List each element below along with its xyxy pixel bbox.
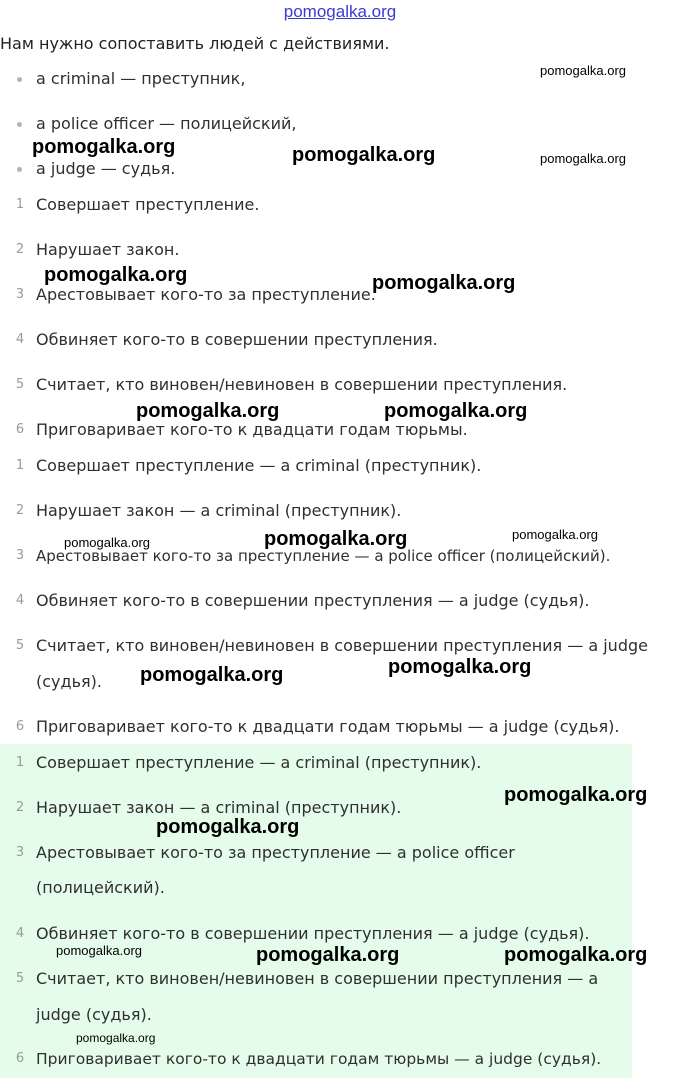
site-link[interactable]: pomogalka.org	[283, 2, 397, 21]
list-item: 2 Нарушает закон — a criminal (преступник).	[0, 498, 680, 524]
list-item: 4 Обвиняет кого-то в совершении преступления — a judge (судья).	[0, 588, 680, 614]
watermark-text: pomogalka.org	[540, 151, 626, 166]
item-number: 1	[15, 458, 25, 473]
list-item: 1 Совершает преступление — a criminal (преступник).	[0, 750, 680, 776]
item-number: 3	[15, 287, 25, 302]
watermark-text: pomogalka.org	[384, 400, 528, 422]
watermark-text: pomogalka.org	[32, 136, 176, 158]
list-item: 5 Считает, кто виновен/невиновен в совершении преступления — a	[0, 966, 680, 992]
watermark-text: pomogalka.org	[256, 944, 400, 966]
list-item: 3 Арестовывает кого-то за преступление.	[0, 282, 680, 308]
list-item-continuation: (судья).	[36, 672, 102, 691]
item-number: 4	[15, 332, 25, 347]
watermark-text: pomogalka.org	[264, 528, 408, 550]
list-item: 4 Обвиняет кого-то в совершении преступления.	[0, 327, 680, 353]
item-number: 1	[15, 197, 25, 212]
watermark-text: pomogalka.org	[56, 943, 142, 958]
item-number: 2	[15, 503, 25, 518]
list-item: 6 Приговаривает кого-то к двадцати годам тюрьмы — a judge (судья).	[0, 714, 680, 740]
list-item: 4 Обвиняет кого-то в совершении преступления — a judge (судья).	[0, 921, 680, 947]
watermark-text: pomogalka.org	[388, 656, 532, 678]
intro-text: Нам нужно сопоставить людей с действиями.	[0, 34, 390, 53]
watermark-text: pomogalka.org	[372, 272, 516, 294]
item-number: 5	[15, 638, 25, 653]
watermark-text: pomogalka.org	[140, 664, 284, 686]
list-item: 5 Считает, кто виновен/невиновен в совершении преступления — a judge	[0, 633, 680, 659]
item-number: 5	[15, 971, 25, 986]
watermark-text: pomogalka.org	[540, 63, 626, 78]
item-number: 3	[15, 548, 25, 563]
list-item: a judge — судья.	[0, 156, 680, 182]
list-item: 2 Нарушает закон.	[0, 237, 680, 263]
item-number: 5	[15, 377, 25, 392]
item-number: 6	[15, 719, 25, 734]
list-item: 5 Считает, кто виновен/невиновен в совершении преступления.	[0, 372, 680, 398]
watermark-text: pomogalka.org	[136, 400, 280, 422]
list-item: 6 Приговаривает кого-то к двадцати годам тюрьмы.	[0, 417, 680, 443]
item-number: 2	[15, 800, 25, 815]
item-number: 1	[15, 755, 25, 770]
item-number: 2	[15, 242, 25, 257]
item-number: 6	[15, 1051, 25, 1066]
list-item: 2 Нарушает закон — a criminal (преступник).	[0, 795, 680, 821]
watermark-text: pomogalka.org	[512, 527, 598, 542]
watermark-text: pomogalka.org	[156, 816, 300, 838]
watermark-text: pomogalka.org	[504, 944, 648, 966]
bullet-icon	[17, 167, 22, 172]
item-number: 6	[15, 422, 25, 437]
list-item: 3 Арестовывает кого-то за преступление — a police officer (полицейский).	[0, 543, 680, 569]
list-item-continuation: (полицейский).	[36, 878, 165, 897]
watermark-text: pomogalka.org	[44, 264, 188, 286]
list-item-continuation: judge (судья).	[36, 1005, 152, 1024]
watermark-text: pomogalka.org	[504, 784, 648, 806]
watermark-text: pomogalka.org	[292, 144, 436, 166]
bullet-icon	[17, 77, 22, 82]
item-number: 4	[15, 593, 25, 608]
item-number: 3	[15, 845, 25, 860]
watermark-text: pomogalka.org	[64, 535, 150, 550]
watermark-text: pomogalka.org	[76, 1031, 156, 1045]
bullet-icon	[17, 122, 22, 127]
list-item: 1 Совершает преступление.	[0, 192, 680, 218]
list-item: 6 Приговаривает кого-то к двадцати годам тюрьмы — a judge (судья).	[0, 1046, 680, 1072]
list-item: 1 Совершает преступление — a criminal (преступник).	[0, 453, 680, 479]
item-number: 4	[15, 926, 25, 941]
list-item: a police officer — полицейский,	[0, 111, 680, 137]
list-item: 3 Арестовывает кого-то за преступление — a police officer	[0, 840, 680, 866]
list-item: a criminal — преступник,	[0, 66, 680, 92]
